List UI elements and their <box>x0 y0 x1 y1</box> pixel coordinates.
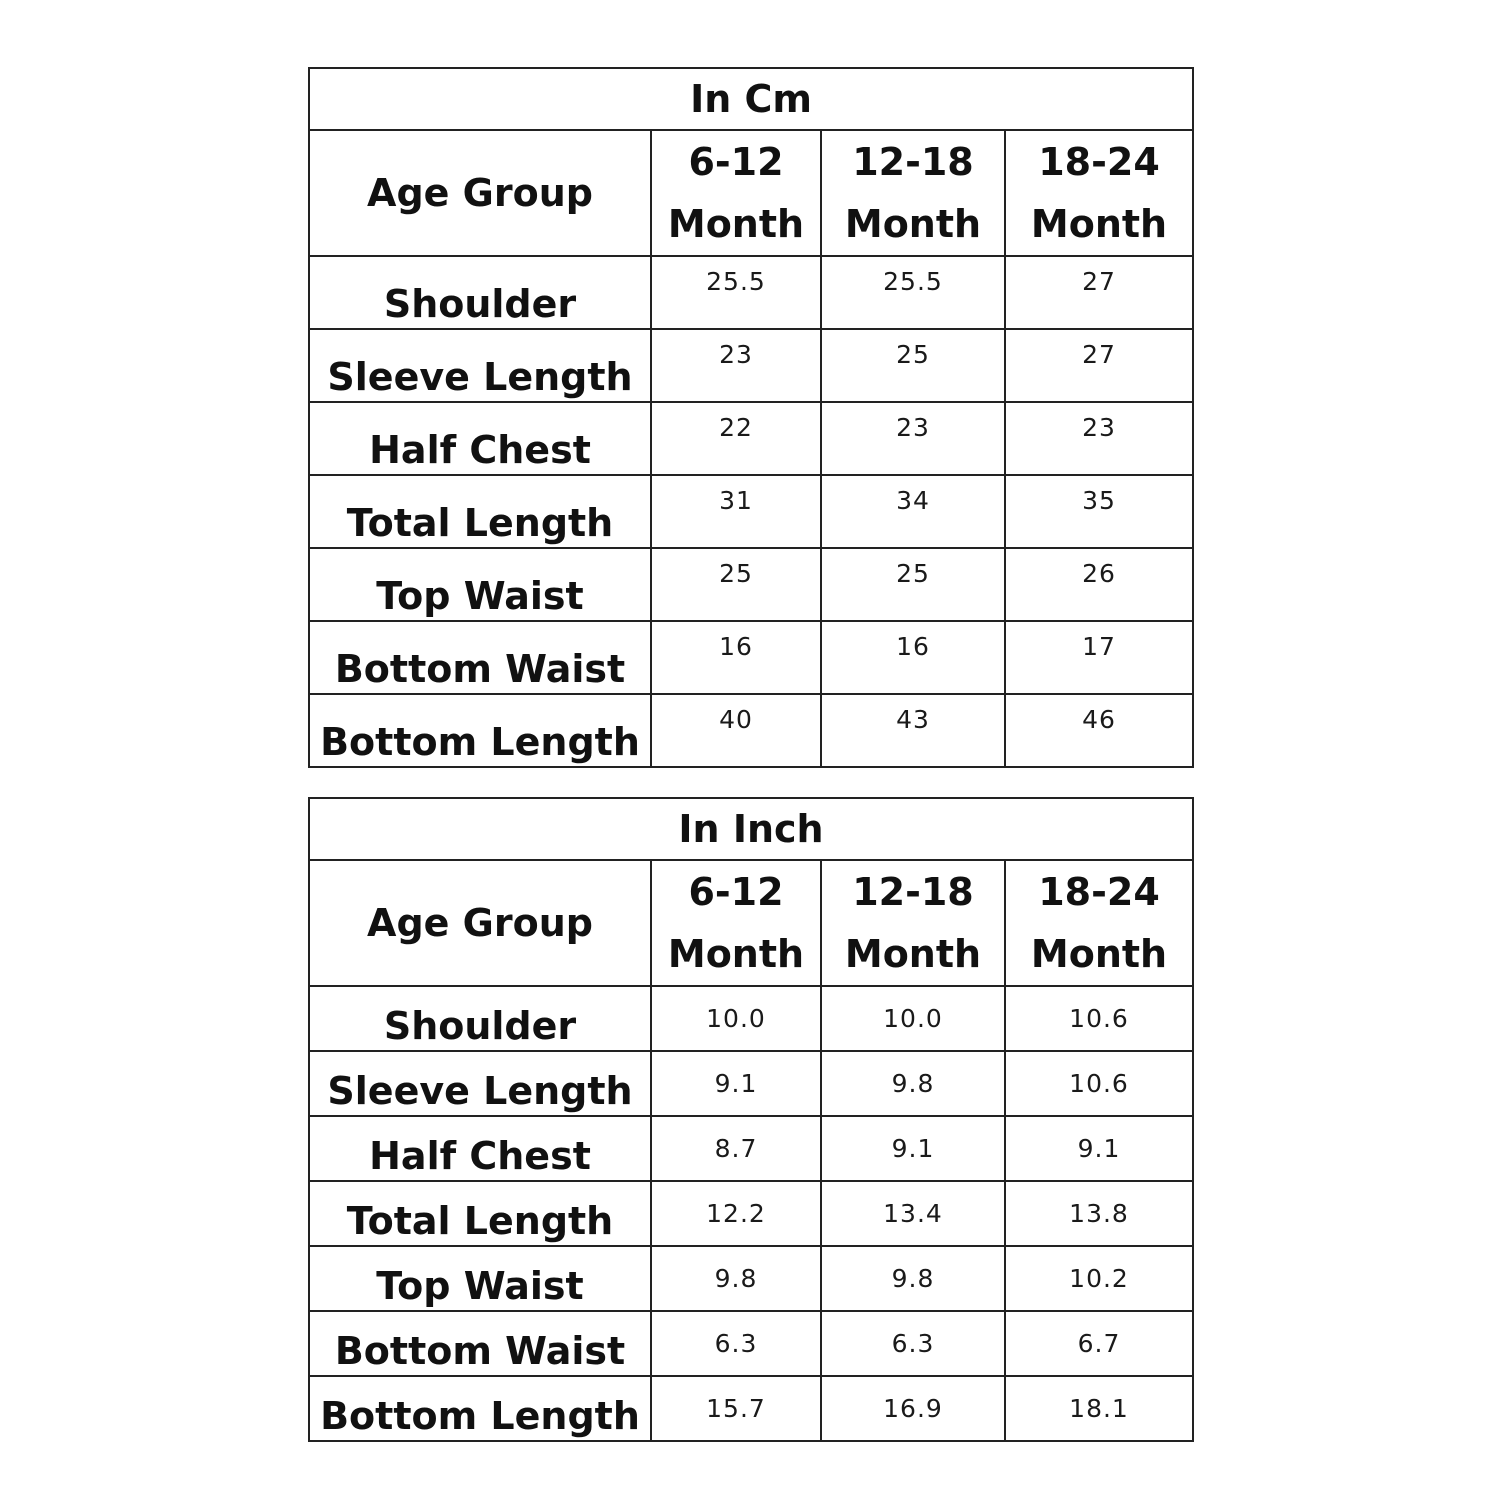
value-cell: 16 <box>821 621 1005 694</box>
value-cell: 8.7 <box>651 1116 821 1181</box>
table-row <box>309 1246 1193 1311</box>
age-range: 18-24 <box>1038 870 1160 914</box>
table-row <box>309 1376 1193 1441</box>
value-cell: 25.5 <box>821 256 1005 329</box>
value-cell: 9.8 <box>651 1246 821 1311</box>
table-title: In Cm <box>309 68 1193 130</box>
table-title-row <box>309 68 1193 130</box>
value-cell: 15.7 <box>651 1376 821 1441</box>
value-cell: 13.4 <box>821 1181 1005 1246</box>
table-row <box>309 694 1193 767</box>
table-row <box>309 548 1193 621</box>
row-label: Bottom Length <box>309 1376 651 1441</box>
table-header-row <box>309 130 1193 256</box>
age-column-header <box>821 860 1005 986</box>
value-cell: 18.1 <box>1005 1376 1193 1441</box>
value-cell: 6.3 <box>821 1311 1005 1376</box>
row-label: Half Chest <box>309 1116 651 1181</box>
age-column-header <box>1005 130 1193 256</box>
row-label: Bottom Length <box>309 694 651 767</box>
table-row <box>309 621 1193 694</box>
value-cell: 6.7 <box>1005 1311 1193 1376</box>
row-label: Top Waist <box>309 548 651 621</box>
value-cell: 35 <box>1005 475 1193 548</box>
table-row <box>309 402 1193 475</box>
age-range: 12-18 <box>852 140 974 184</box>
row-label: Bottom Waist <box>309 1311 651 1376</box>
value-cell: 16.9 <box>821 1376 1005 1441</box>
table-row <box>309 1181 1193 1246</box>
value-cell: 34 <box>821 475 1005 548</box>
value-cell: 23 <box>651 329 821 402</box>
table-row <box>309 1116 1193 1181</box>
age-unit: Month <box>844 932 982 976</box>
table-row <box>309 329 1193 402</box>
row-label: Total Length <box>309 1181 651 1246</box>
value-cell: 25 <box>821 329 1005 402</box>
row-label: Shoulder <box>309 986 651 1051</box>
value-cell: 23 <box>821 402 1005 475</box>
age-unit: Month <box>667 932 805 976</box>
age-column-header <box>821 130 1005 256</box>
value-cell: 40 <box>651 694 821 767</box>
value-cell: 17 <box>1005 621 1193 694</box>
value-cell: 10.6 <box>1005 1051 1193 1116</box>
value-cell: 9.1 <box>821 1116 1005 1181</box>
value-cell: 43 <box>821 694 1005 767</box>
value-cell: 46 <box>1005 694 1193 767</box>
row-label: Bottom Waist <box>309 621 651 694</box>
value-cell: 27 <box>1005 329 1193 402</box>
value-cell: 22 <box>651 402 821 475</box>
row-label: Total Length <box>309 475 651 548</box>
value-cell: 16 <box>651 621 821 694</box>
age-column-header <box>1005 860 1193 986</box>
age-column-header <box>651 860 821 986</box>
row-label: Top Waist <box>309 1246 651 1311</box>
value-cell: 25 <box>821 548 1005 621</box>
row-label: Sleeve Length <box>309 329 651 402</box>
value-cell: 25 <box>651 548 821 621</box>
value-cell: 27 <box>1005 256 1193 329</box>
value-cell: 10.0 <box>821 986 1005 1051</box>
value-cell: 25.5 <box>651 256 821 329</box>
table-title: In Inch <box>309 798 1193 860</box>
table-title-row <box>309 798 1193 860</box>
table-row <box>309 256 1193 329</box>
value-cell: 10.0 <box>651 986 821 1051</box>
row-label: Half Chest <box>309 402 651 475</box>
row-label: Sleeve Length <box>309 1051 651 1116</box>
value-cell: 9.8 <box>821 1051 1005 1116</box>
value-cell: 6.3 <box>651 1311 821 1376</box>
age-unit: Month <box>667 202 805 246</box>
value-cell: 23 <box>1005 402 1193 475</box>
row-label: Shoulder <box>309 256 651 329</box>
age-group-label: Age Group <box>309 860 651 986</box>
value-cell: 31 <box>651 475 821 548</box>
table-row <box>309 1311 1193 1376</box>
age-unit: Month <box>844 202 982 246</box>
age-column-header <box>651 130 821 256</box>
age-range: 6-12 <box>688 870 784 914</box>
table-header-row <box>309 860 1193 986</box>
age-unit: Month <box>1030 932 1168 976</box>
table-row <box>309 1051 1193 1116</box>
value-cell: 26 <box>1005 548 1193 621</box>
age-group-label: Age Group <box>309 130 651 256</box>
value-cell: 13.8 <box>1005 1181 1193 1246</box>
value-cell: 9.1 <box>1005 1116 1193 1181</box>
table-row <box>309 475 1193 548</box>
age-range: 12-18 <box>852 870 974 914</box>
age-range: 6-12 <box>688 140 784 184</box>
size-table-inch <box>308 797 1194 1442</box>
value-cell: 10.2 <box>1005 1246 1193 1311</box>
value-cell: 10.6 <box>1005 986 1193 1051</box>
value-cell: 9.8 <box>821 1246 1005 1311</box>
age-unit: Month <box>1030 202 1168 246</box>
value-cell: 9.1 <box>651 1051 821 1116</box>
value-cell: 12.2 <box>651 1181 821 1246</box>
table-row <box>309 986 1193 1051</box>
size-table-cm <box>308 67 1194 768</box>
age-range: 18-24 <box>1038 140 1160 184</box>
